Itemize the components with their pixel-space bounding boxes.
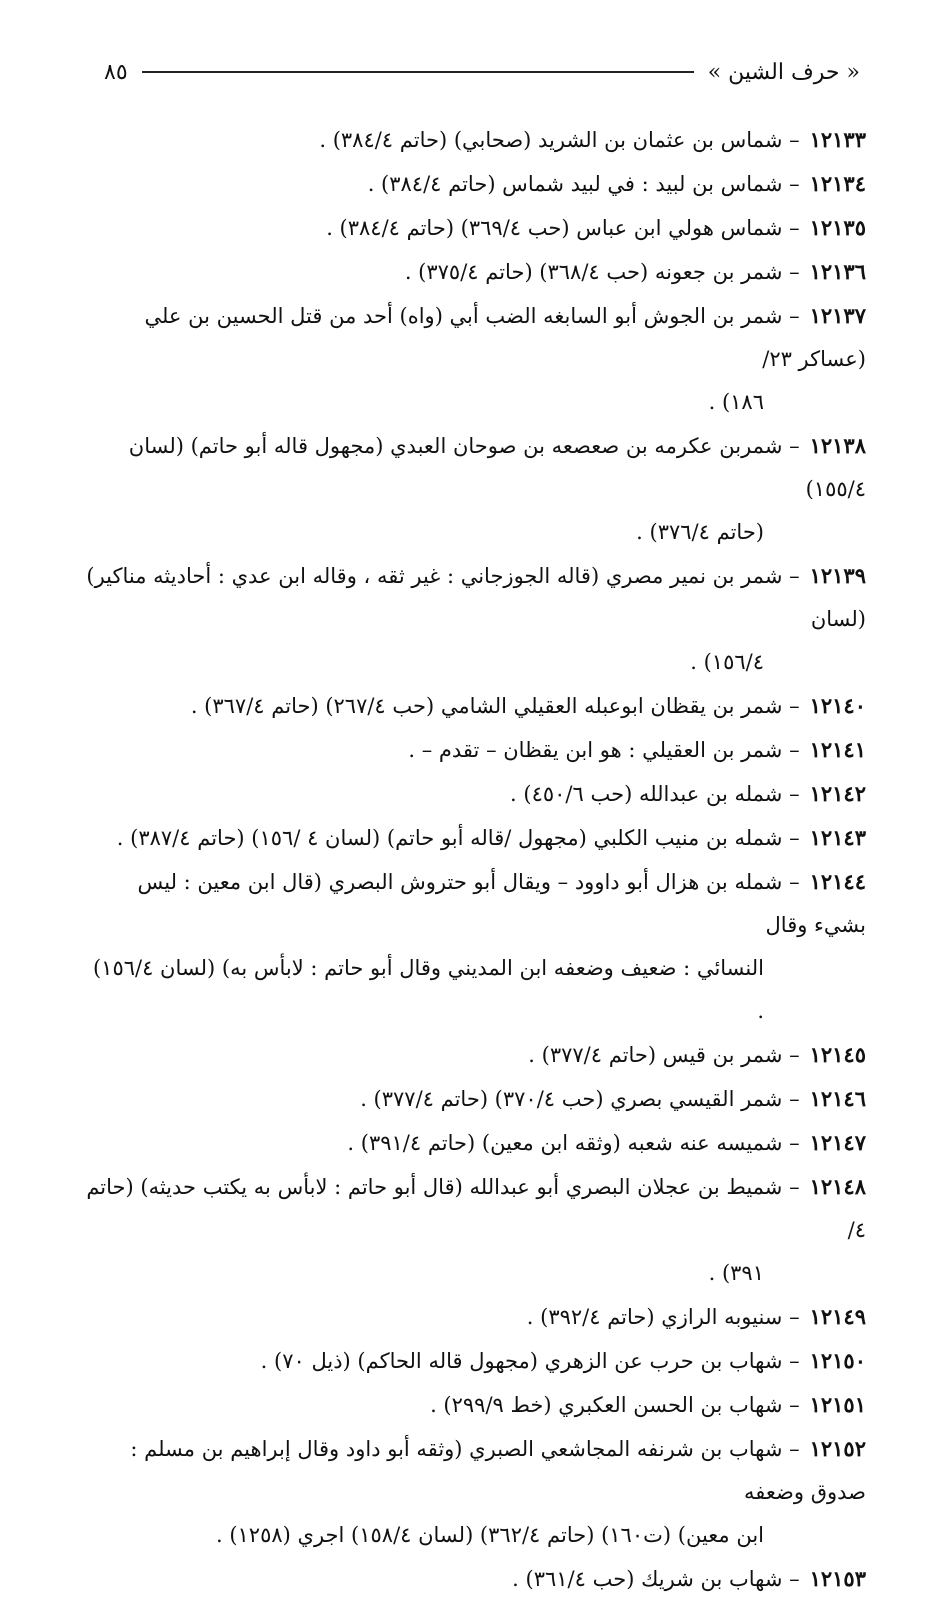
entry-number: ١٢١٤٥ xyxy=(809,1042,866,1067)
entry-number: ١٢١٣٥ xyxy=(809,215,866,240)
entry-text: – شميط بن عجلان البصري أبو عبدالله (قال أبو حاتم : لابأس به يكتب حديثه) (حاتم ٤/ xyxy=(86,1175,866,1242)
list-item xyxy=(86,162,866,206)
list-item xyxy=(86,1427,866,1557)
entry-continuation: ٣٩١) . xyxy=(708,1261,764,1285)
entry-number: ١٢١٤٤ xyxy=(809,869,866,894)
list-item xyxy=(86,684,866,728)
list-item xyxy=(86,554,866,684)
entry-number: ١٢١٤٧ xyxy=(809,1130,866,1155)
entry-continuation: (حاتم ٣٧٦/٤) . xyxy=(636,520,764,544)
entry-text: – شمر بن يقظان ابوعبله العقيلي الشامي (حب ٢٦٧/٤) (حاتم ٣٦٧/٤) . xyxy=(190,694,800,718)
list-item xyxy=(86,816,866,860)
entry-text: – شمله بن منيب الكلبي (مجهول /قاله أبو حاتم) (لسان ٤ /١٥٦) (حاتم ٣٨٧/٤) . xyxy=(116,826,800,850)
list-item xyxy=(86,728,866,772)
header-rule xyxy=(142,71,694,73)
entry-number: ١٢١٤٨ xyxy=(809,1174,866,1199)
entry-text: – شمر بن نمير مصري (قاله الجوزجاني : غير ثقه ، وقاله ابن عدي : أحاديثه مناكير) (لسان xyxy=(86,564,866,631)
entry-text: – شمر بن قيس (حاتم ٣٧٧/٤) . xyxy=(528,1043,800,1067)
entry-number: ١٢١٤٩ xyxy=(809,1304,866,1329)
list-item xyxy=(86,424,866,554)
entry-continuation: ١٨٦) . xyxy=(708,390,764,414)
entry-number: ١٢١٤٣ xyxy=(809,825,866,850)
entry-number: ١٢١٤١ xyxy=(809,737,866,762)
list-item xyxy=(86,1295,866,1339)
entry-text: – شماس بن لبيد : في لبيد شماس (حاتم ٣٨٤/٤) . xyxy=(367,172,800,196)
list-item xyxy=(86,1557,866,1601)
entry-text: – شمله بن هزال أبو داوود – ويقال أبو حتروش البصري (قال ابن معين : ليس بشيء وقال xyxy=(137,870,866,937)
running-title: « حرف الشين » xyxy=(707,59,860,85)
entry-text: – شمربن عكرمه بن صعصعه بن صوحان العبدي (مجهول قاله أبو حاتم) (لسان ١٥٥/٤) xyxy=(128,434,866,501)
entry-continuation: ١٥٦/٤) . xyxy=(690,650,764,674)
entry-number: ١٢١٣٧ xyxy=(809,303,866,328)
entry-number: ١٢١٣٨ xyxy=(809,433,866,458)
entry-text: – شميسه عنه شعبه (وثقه ابن معين) (حاتم ٣٩١/٤) . xyxy=(347,1131,800,1155)
entry-text: – شمر القيسي بصري (حب ٣٧٠/٤) (حاتم ٣٧٧/٤) . xyxy=(360,1087,800,1111)
entry-number: ١٢١٤٢ xyxy=(809,781,866,806)
entry-list xyxy=(86,118,866,1601)
entry-number: ١٢١٥١ xyxy=(809,1392,866,1417)
list-item xyxy=(86,1121,866,1165)
entry-text: – شماس هولي ابن عباس (حب ٣٦٩/٤) (حاتم ٣٨٤/٤) . xyxy=(326,216,800,240)
list-item xyxy=(86,294,866,424)
entry-number: ١٢١٤٦ xyxy=(809,1086,866,1111)
entry-text: – شهاب بن شريك (حب ٣٦١/٤) . xyxy=(512,1567,800,1591)
entry-text: – شهاب بن حرب عن الزهري (مجهول قاله الحاكم) (ذيل ٧٠) . xyxy=(260,1349,800,1373)
entry-number: ١٢١٥٠ xyxy=(809,1348,866,1373)
page-header xyxy=(104,52,860,92)
entry-text: – شماس بن عثمان بن الشريد (صحابي) (حاتم ٣٨٤/٤) . xyxy=(319,128,800,152)
list-item xyxy=(86,1339,866,1383)
list-item xyxy=(86,1383,866,1427)
entry-number: ١٢١٥٣ xyxy=(809,1566,866,1591)
entry-number: ١٢١٥٢ xyxy=(809,1436,866,1461)
entry-continuation: النسائي : ضعيف وضعفه ابن المديني وقال أبو حاتم : لابأس به) (لسان ١٥٦/٤) . xyxy=(92,956,764,1023)
entry-text: – شمر بن العقيلي : هو ابن يقظان – تقدم – . xyxy=(408,738,800,762)
list-item xyxy=(86,1077,866,1121)
entry-text: – شمله بن عبدالله (حب ٤٥٠/٦) . xyxy=(510,782,800,806)
entry-number: ١٢١٣٤ xyxy=(809,171,866,196)
list-item xyxy=(86,1033,866,1077)
list-item xyxy=(86,1165,866,1295)
entry-number: ١٢١٣٦ xyxy=(809,259,866,284)
entry-number: ١٢١٣٩ xyxy=(809,563,866,588)
list-item xyxy=(86,118,866,162)
list-item xyxy=(86,860,866,1033)
list-item xyxy=(86,250,866,294)
entry-text: – شمر بن جعونه (حب ٣٦٨/٤) (حاتم ٣٧٥/٤) . xyxy=(404,260,800,284)
entry-text: – شمر بن الجوش أبو السابغه الضب أبي (واه) أحد من قتل الحسين بن علي (عساكر ٢٣/ xyxy=(144,304,866,371)
entry-text: – شهاب بن شرنفه المجاشعي الصبري (وثقه أبو داود وقال إبراهيم بن مسلم : صدوق وضعفه xyxy=(130,1437,866,1504)
entry-number: ١٢١٣٣ xyxy=(809,127,866,152)
entry-number: ١٢١٤٠ xyxy=(809,693,866,718)
page-number: ٨٥ xyxy=(104,59,128,85)
entry-text: – سنيوبه الرازي (حاتم ٣٩٢/٤) . xyxy=(526,1305,800,1329)
entry-continuation: ابن معين) (ت١٦٠) (حاتم ٣٦٢/٤) (لسان ١٥٨/٤) اجري (١٢٥٨) . xyxy=(215,1523,764,1547)
list-item xyxy=(86,206,866,250)
entry-text: – شهاب بن الحسن العكبري (خط ٢٩٩/٩) . xyxy=(430,1393,800,1417)
list-item xyxy=(86,772,866,816)
